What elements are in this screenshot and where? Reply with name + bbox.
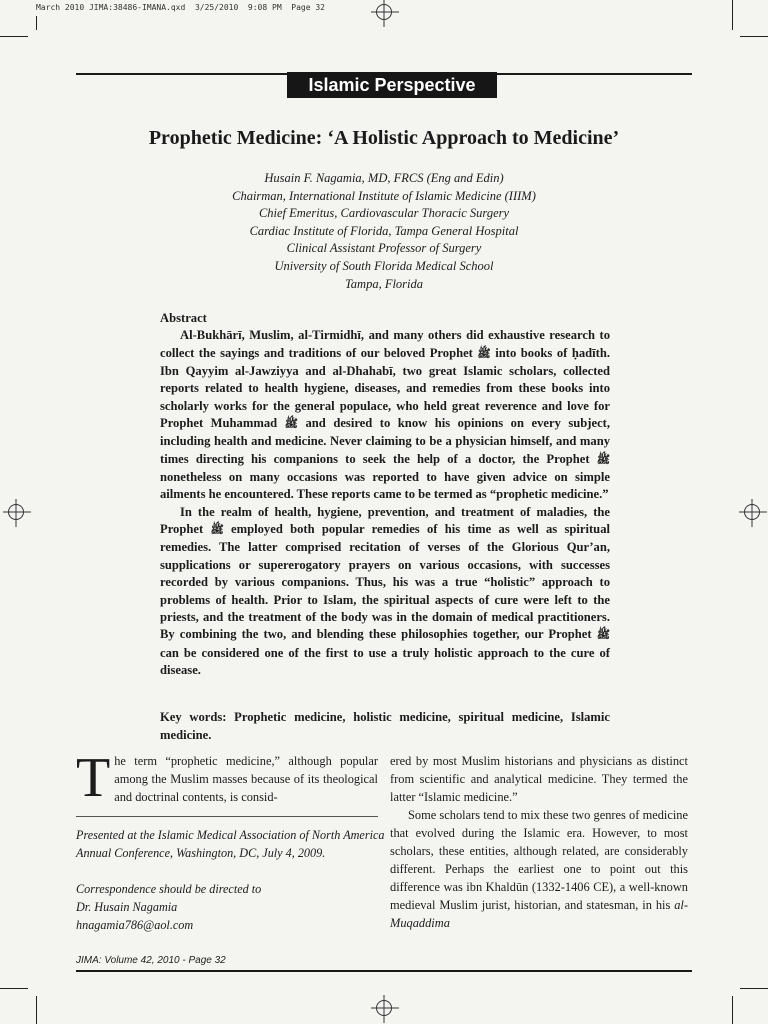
correspondence-email[interactable]: hnagamia786@aol.com <box>76 918 194 932</box>
abstract-heading: Abstract <box>160 311 207 325</box>
abstract-text: into books of ḥadīth. Ibn Qayyim al-Jawziyya and al-Dhahabī, two great Islamic scholars, collected reports related to health hygiene, diseases, and remedies from these books into scholarly works for the general populace, who held great reverence and love for Prophet Muhammad <box>160 345 611 431</box>
abstract-text: and desired to know his opinions on every subject, including health and medicine. Never claiming to be a physician himself, and many times directing his companions to seek the help of a doctor, the Prophet <box>160 416 611 466</box>
abstract-paragraph <box>160 327 610 503</box>
honorific-glyph: ﷺ <box>284 418 298 431</box>
honorific-glyph: ﷺ <box>596 629 611 642</box>
crop-mark-top-right-h <box>740 36 768 37</box>
left-column-intro <box>76 747 378 809</box>
crop-mark-bottom-left-h <box>0 988 28 989</box>
correspondence-label: Correspondence should be directed to <box>76 882 262 896</box>
crop-mark-top-right-v <box>732 0 733 30</box>
body-paragraph <box>390 806 688 932</box>
registration-mark-left <box>8 504 24 520</box>
author-affiliation: Chairman, International Institute of Islamic Medicine (IIIM) <box>232 188 536 203</box>
drop-cap: T <box>76 747 111 809</box>
section-banner: Islamic Perspective <box>287 72 497 98</box>
keywords: Key words: Prophetic medicine, holistic medicine, spiritual medicine, Islamic medicine. <box>160 710 610 742</box>
honorific-glyph: ﷺ <box>477 347 491 360</box>
abstract-text: In the realm of health, hygiene, prevention, and treatment of maladies, the Prophet <box>160 504 610 537</box>
footnote <box>76 826 386 934</box>
abstract <box>160 310 610 679</box>
presentation-note: Presented at the Islamic Medical Association of North America Annual Conference, Washington, DC, July 4, 2009. <box>76 828 385 860</box>
body-text: Some scholars tend to mix these two genres of medicine that evolved during the Islamic era. However, to most scholars, these entities, although related, are considerably different. Perhaps the earliest one to point out this difference was ibn Khaldūn (1332-1406 CE), a well-known medieval Muslim jurist, historian, and statesman, in his <box>390 808 688 912</box>
honorific-glyph: ﷺ <box>210 524 224 537</box>
article-title: Prophetic Medicine: ‘A Holistic Approach to Medicine’ <box>148 127 620 149</box>
intro-text: he term “prophetic medicine,” although popular among the Muslim masses because of its theological and doctrinal contents, is consid- <box>114 754 378 804</box>
abstract-text: can be considered one of the first to use a truly holistic approach to the cure of disease. <box>160 645 610 677</box>
author-affiliation: University of South Florida Medical School <box>274 258 494 273</box>
author-affiliation: Clinical Assistant Professor of Surgery <box>286 241 482 256</box>
author-name: Husain F. Nagamia, MD, FRCS (Eng and Edin) <box>264 171 504 185</box>
registration-mark-top <box>376 4 392 20</box>
crop-mark-bottom-left-v <box>36 996 37 1024</box>
body-paragraph: ered by most Muslim historians and physicians as distinct from scientific and analytical medicine. They termed the latter “Islamic medicine.” <box>390 754 688 804</box>
crop-mark-bottom-right-h <box>740 988 768 989</box>
author-affiliation: Cardiac Institute of Florida, Tampa General Hospital <box>249 223 519 238</box>
abstract-text: employed both popular remedies of his time as well as spiritual remedies. The latter comprised recitation of verses of the Glorious Qur’an, supplications or supererogatory prayers on various occasions, with successes recorded by various companions. Thus, his was a true “holistic” approach to problems of health. Prior to Islam, the spiritual aspects of cure were left to the priests, and the treatment of the body was in the domain of medical practitioners. By combining the two, and blending these philosophies together, our Prophet <box>160 522 610 642</box>
author-affiliation: Chief Emeritus, Cardiovascular Thoracic Surgery <box>258 206 510 221</box>
crop-mark-bottom-right-v <box>732 996 733 1024</box>
footer-rule <box>76 970 692 972</box>
page-footer: JIMA: Volume 42, 2010 - Page 32 <box>76 955 226 966</box>
author-block <box>0 170 768 293</box>
abstract-paragraph <box>160 504 610 679</box>
author-location: Tampa, Florida <box>344 276 424 291</box>
print-slug: March 2010 JIMA:38486-IMANA.qxd 3/25/2010 9:08 PM Page 32 <box>36 3 325 12</box>
correspondence-name: Dr. Husain Nagamia <box>76 900 178 914</box>
registration-mark-bottom <box>376 1000 392 1016</box>
book-title: al-Muqaddima <box>390 898 688 930</box>
crop-mark-top-left-h <box>0 36 28 37</box>
registration-mark-right <box>744 504 760 520</box>
footnote-divider <box>76 816 378 817</box>
crop-mark-top-left-v <box>36 16 37 30</box>
honorific-glyph: ﷺ <box>596 453 611 466</box>
right-column <box>390 752 688 932</box>
abstract-text: nonetheless on many occasions was reported to have given advice on simple ailments he encountered. These reports came to be termed as “prophetic medicine.” <box>160 470 610 502</box>
abstract-text: Al-Bukhārī, Muslim, al-Tirmidhī, and many others did exhaustive research to collect the sayings and traditions of our beloved Prophet <box>160 328 610 360</box>
